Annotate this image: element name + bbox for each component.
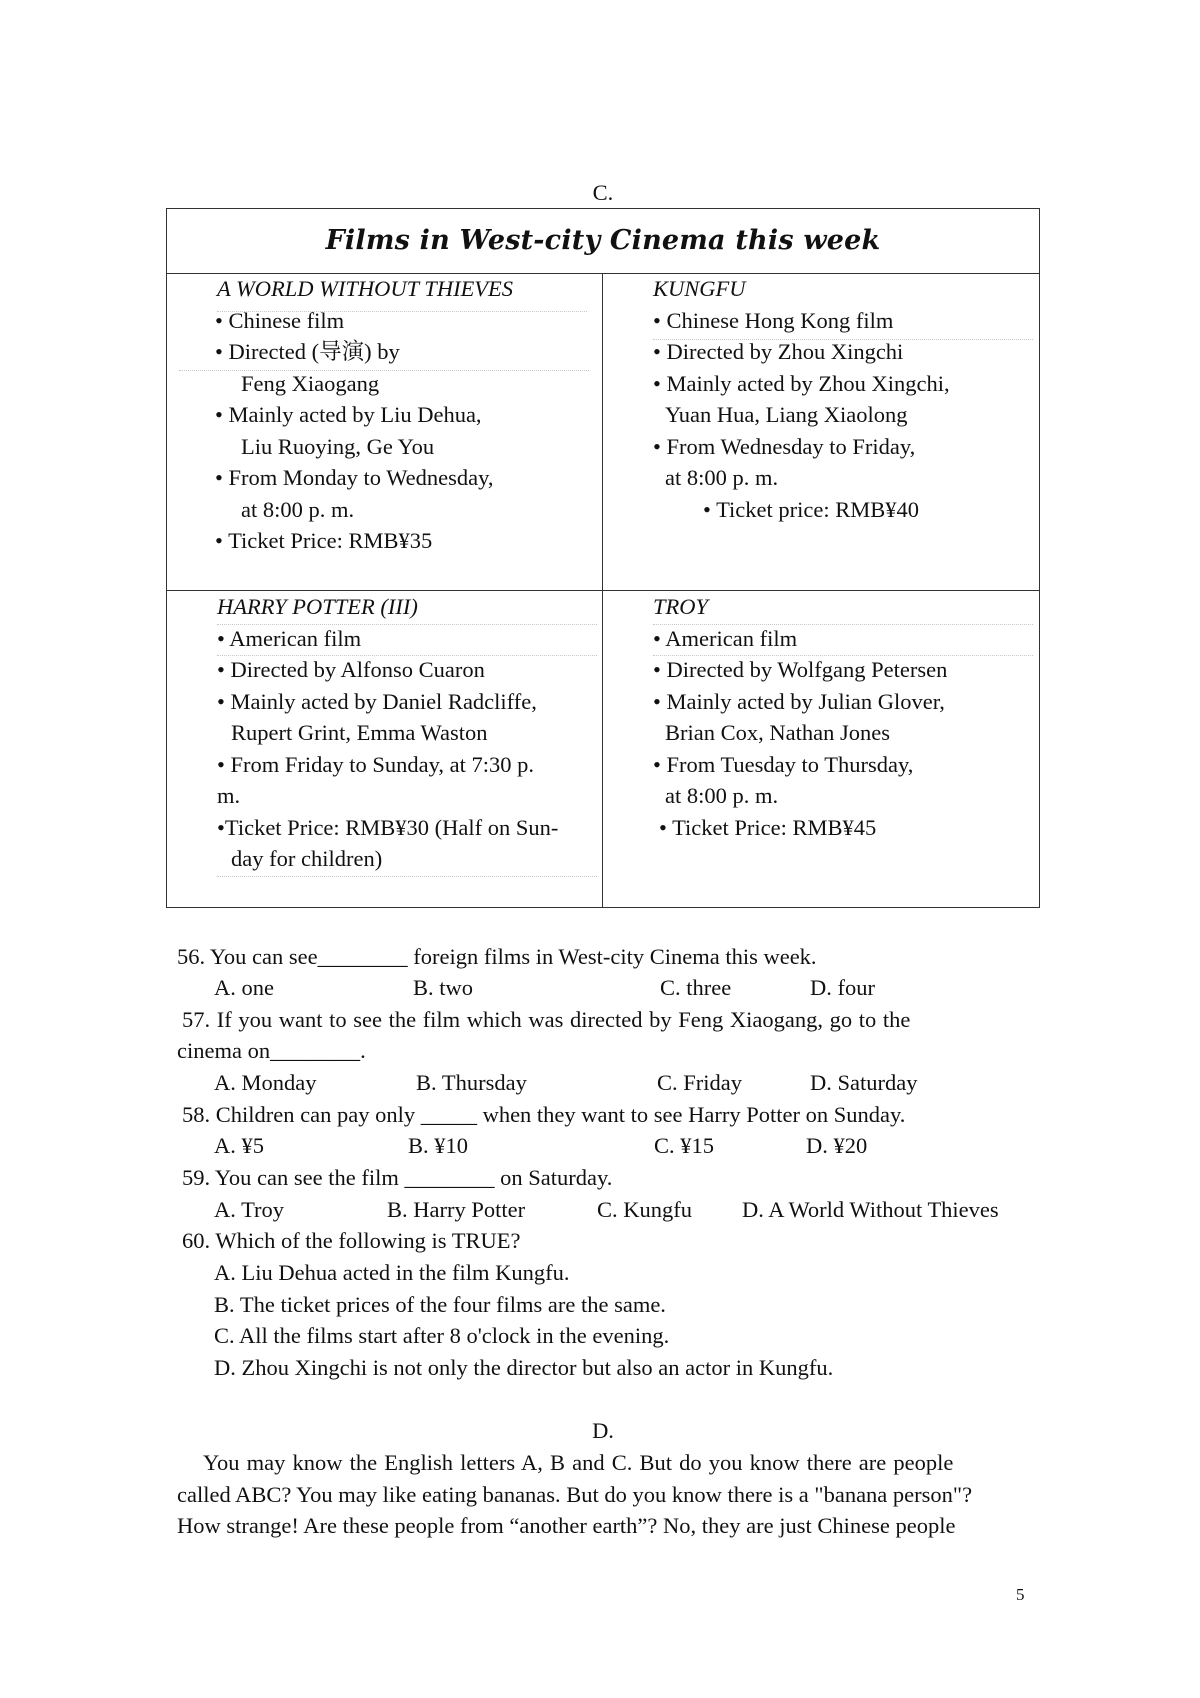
film-detail: day for children)	[231, 846, 383, 871]
film-cell-harry-potter	[167, 591, 602, 907]
film-detail: • American film	[653, 625, 798, 651]
answer-option: D. A World Without Thieves	[742, 1197, 999, 1222]
answer-option: B. ¥10	[408, 1133, 469, 1158]
film-title: TROY	[653, 594, 709, 619]
film-detail: at 8:00 p. m.	[665, 783, 779, 808]
film-detail: • From Monday to Wednesday,	[215, 465, 494, 490]
question-stem: 59. You can see the film ________ on Saturday.	[182, 1165, 613, 1190]
film-detail: • Mainly acted by Liu Dehua,	[215, 402, 482, 427]
answer-option: C. Friday	[657, 1070, 743, 1095]
question-stem: 57. If you want to see the film which was directed by Feng Xiaogang, go to the	[182, 1007, 911, 1032]
film-detail: m.	[217, 783, 241, 808]
answer-option: A. one	[214, 975, 274, 1000]
film-detail: • Directed by Wolfgang Petersen	[653, 657, 948, 682]
film-detail: • Chinese Hong Kong film	[653, 307, 894, 333]
answer-option: B. two	[413, 975, 474, 1000]
question-stem: 60. Which of the following is TRUE?	[182, 1228, 521, 1253]
film-detail: Yuan Hua, Liang Xiaolong	[665, 402, 908, 427]
answer-option: A. Monday	[214, 1070, 317, 1095]
film-detail: • From Friday to Sunday, at 7:30 p.	[217, 751, 535, 777]
film-detail: • From Tuesday to Thursday,	[653, 751, 914, 777]
film-cell-world-without-thieves	[167, 273, 602, 590]
film-detail: • Directed by Alfonso Cuaron	[217, 657, 485, 682]
film-detail: Brian Cox, Nathan Jones	[665, 720, 890, 745]
passage-line: How strange! Are these people from “another earth”? No, they are just Chinese people	[177, 1513, 956, 1538]
film-detail: Liu Ruoying, Ge You	[241, 433, 435, 459]
film-detail: • Mainly acted by Zhou Xingchi,	[653, 370, 950, 396]
film-detail: • Directed (导演) by	[215, 339, 400, 364]
film-detail: at 8:00 p. m.	[241, 496, 355, 522]
film-detail: • From Wednesday to Friday,	[653, 433, 916, 459]
film-detail: Feng Xiaogang	[241, 370, 380, 396]
answer-option: A. Troy	[214, 1197, 285, 1222]
film-detail: • Ticket Price: RMB¥45	[659, 814, 877, 840]
answer-option: D. Saturday	[810, 1070, 918, 1095]
section-c-label: C.	[592, 180, 614, 205]
question-stem: 58. Children can pay only _____ when they want to see Harry Potter on Sunday.	[182, 1102, 906, 1127]
page-number: 5	[1016, 1585, 1025, 1604]
film-cell-troy	[603, 591, 1039, 907]
answer-option: B. Thursday	[416, 1070, 527, 1095]
film-detail: •Ticket Price: RMB¥30 (Half on Sun-	[217, 814, 559, 840]
passage-line: called ABC? You may like eating bananas. But do you know there is a "banana person"?	[177, 1482, 973, 1507]
film-cell-kungfu	[603, 273, 1039, 590]
answer-option: D. Zhou Xingchi is not only the director but also an actor in Kungfu.	[214, 1355, 834, 1380]
passage-line: You may know the English letters A, B and C. But do you know there are people	[203, 1450, 954, 1475]
film-detail: • Chinese film	[215, 307, 345, 333]
film-detail: Rupert Grint, Emma Waston	[231, 720, 488, 745]
film-title: KUNGFU	[653, 276, 746, 301]
film-title: HARRY POTTER (III)	[217, 594, 418, 619]
film-detail: • Mainly acted by Daniel Radcliffe,	[217, 688, 537, 714]
answer-option: D. ¥20	[806, 1133, 868, 1158]
table-title: Films in West-city Cinema this week	[167, 209, 1039, 274]
film-detail: • Ticket price: RMB¥40	[703, 496, 920, 522]
film-detail: at 8:00 p. m.	[665, 465, 779, 490]
answer-option: A. Liu Dehua acted in the film Kungfu.	[214, 1260, 570, 1285]
dotted-line	[217, 876, 597, 877]
answer-option: C. three	[660, 975, 732, 1000]
answer-option: C. All the films start after 8 o'clock in the evening.	[214, 1323, 670, 1348]
film-detail: • Directed by Zhou Xingchi	[653, 339, 904, 364]
question-stem: 56. You can see________ foreign films in West-city Cinema this week.	[177, 944, 817, 969]
answer-option: A. ¥5	[214, 1133, 264, 1158]
question-stem: cinema on________.	[177, 1038, 366, 1063]
answer-option: C. ¥15	[654, 1133, 715, 1158]
film-title: A WORLD WITHOUT THIEVES	[217, 276, 514, 301]
answer-option: B. The ticket prices of the four films are the same.	[214, 1292, 666, 1317]
section-d-label: D.	[592, 1418, 614, 1443]
answer-option: D. four	[810, 975, 875, 1000]
answer-option: B. Harry Potter	[387, 1197, 526, 1222]
film-detail: • Mainly acted by Julian Glover,	[653, 688, 945, 714]
answer-option: C. Kungfu	[597, 1197, 692, 1222]
film-detail: • Ticket Price: RMB¥35	[215, 528, 433, 553]
film-detail: • American film	[217, 625, 362, 651]
films-table	[166, 208, 1040, 908]
